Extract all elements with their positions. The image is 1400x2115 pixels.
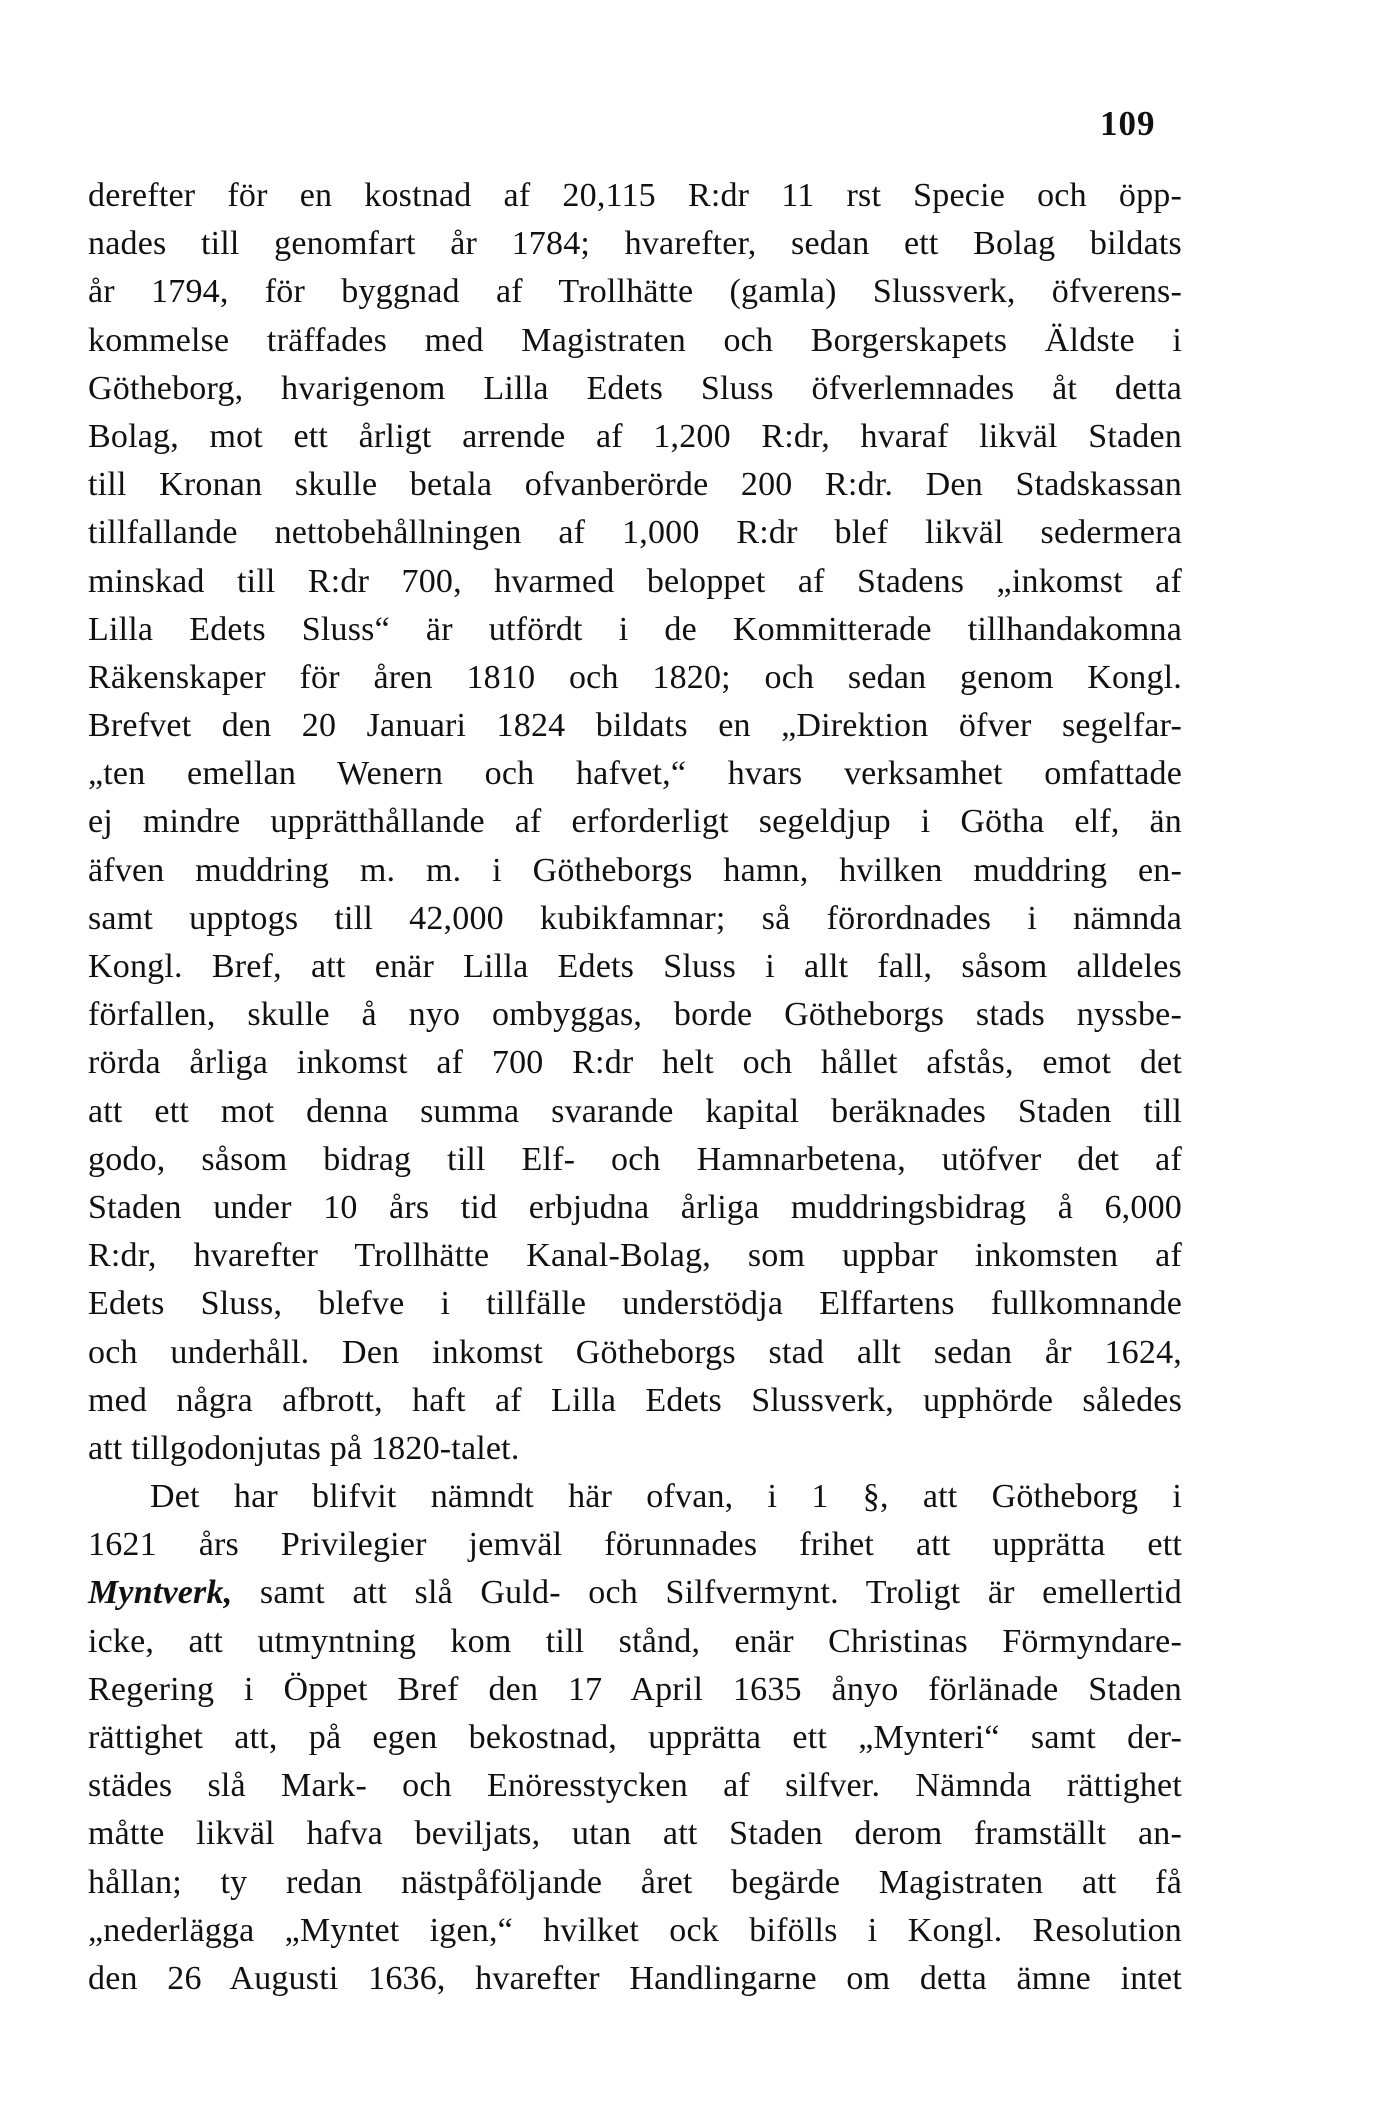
body-text <box>88 172 1182 2003</box>
text-line: rättighet att, på egen bekostnad, upprätta ett „Mynteri“ samt der- <box>88 1719 1182 1756</box>
text-line: nades till genomfart år 1784; hvarefter, sedan ett Bolag bildats <box>88 225 1182 263</box>
text-line-indented: Det har blifvit nämndt här ofvan, i 1 §, att Götheborg i <box>150 1478 1182 1516</box>
text-line: 1621 års Privilegier jemväl förunnades frihet att upprätta ett <box>88 1526 1182 1564</box>
text-line: Götheborg, hvarigenom Lilla Edets Sluss öfverlemnades åt detta <box>88 369 1182 407</box>
text-line: Bolag, mot ett årligt arrende af 1,200 R:dr, hvaraf likväl Staden <box>88 417 1182 455</box>
text-line: Edets Sluss, blefve i tillfälle understödja Elffartens fullkomnande <box>88 1285 1182 1323</box>
text-line: städes slå Mark- och Enöresstycken af silfver. Nämnda rättighet <box>88 1767 1182 1805</box>
text-line: till Kronan skulle betala ofvanberörde 200 R:dr. Den Stadskassan <box>88 466 1182 504</box>
text-line: „nederlägga „Myntet igen,“ hvilket ock bifölls i Kongl. Resolution <box>88 1911 1182 1949</box>
text-line: Kongl. Bref, att enär Lilla Edets Sluss i allt fall, såsom alldeles <box>88 948 1182 985</box>
text-line: kommelse träffades med Magistraten och Borgerskapets Äldste i <box>88 321 1182 359</box>
text-line: R:dr, hvarefter Trollhätte Kanal-Bolag, som uppbar inkomsten af <box>88 1237 1182 1275</box>
text-segment: samt att slå Guld- och Silfvermynt. Troligt är emellertid <box>259 1574 1182 1612</box>
text-line: Staden under 10 års tid erbjudna årliga muddringsbidrag å 6,000 <box>88 1188 1182 1226</box>
text-line: derefter för en kostnad af 20,115 R:dr 11 rst Specie och öpp- <box>88 177 1182 214</box>
text-line: förfallen, skulle å nyo ombyggas, borde Götheborgs stads nyssbe- <box>88 996 1182 1034</box>
text-line: måtte likväl hafva beviljats, utan att Staden derom framställt an- <box>88 1815 1182 1853</box>
paragraph-1 <box>88 172 1182 1473</box>
text-line: Brefvet den 20 Januari 1824 bildats en „Direktion öfver segelfar- <box>88 707 1182 745</box>
text-line-last: att tillgodonjutas på 1820-talet. <box>88 1429 520 1467</box>
text-line: rörda årliga inkomst af 700 R:dr helt och hållet afstås, emot det <box>88 1044 1182 1082</box>
text-line: samt upptogs till 42,000 kubikfamnar; så förordnades i nämnda <box>88 899 1182 937</box>
page-number: 109 <box>1100 104 1156 143</box>
text-line: med några afbrott, haft af Lilla Edets Slussverk, upphörde således <box>88 1381 1182 1419</box>
text-line: hållan; ty redan nästpåföljande året begärde Magistraten att få <box>88 1863 1182 1901</box>
text-line: och underhåll. Den inkomst Götheborgs stad allt sedan år 1624, <box>88 1333 1182 1371</box>
emphasized-word: Myntverk, <box>88 1574 233 1612</box>
paragraph-2 <box>88 1473 1182 2003</box>
text-line: ej mindre upprätthållande af erforderligt segeldjup i Götha elf, än <box>88 803 1182 841</box>
text-line: Räkenskaper för åren 1810 och 1820; och sedan genom Kongl. <box>88 658 1182 696</box>
text-line-with-emphasis <box>88 1569 1182 1617</box>
text-line: tillfallande nettobehållningen af 1,000 R:dr blef likväl sedermera <box>88 514 1182 552</box>
text-line: Lilla Edets Sluss“ är utfördt i de Kommitterade tillhandakomna <box>88 610 1182 648</box>
text-line: minskad till R:dr 700, hvarmed beloppet af Stadens „inkomst af <box>88 562 1182 600</box>
text-line: „ten emellan Wenern och hafvet,“ hvars verksamhet omfattade <box>88 755 1182 793</box>
text-line: äfven muddring m. m. i Götheborgs hamn, hvilken muddring en- <box>88 851 1182 889</box>
text-line: år 1794, för byggnad af Trollhätte (gamla) Slussverk, öfverens- <box>88 273 1182 311</box>
text-line: den 26 Augusti 1636, hvarefter Handlingarne om detta ämne intet <box>88 1959 1182 1997</box>
text-line: Regering i Öppet Bref den 17 April 1635 ånyo förlänade Staden <box>88 1670 1182 1708</box>
text-line: godo, såsom bidrag till Elf- och Hamnarbetena, utöfver det af <box>88 1140 1182 1178</box>
text-line: att ett mot denna summa svarande kapital beräknades Staden till <box>88 1092 1182 1130</box>
text-line: icke, att utmyntning kom till stånd, enär Christinas Förmyndare- <box>88 1622 1182 1660</box>
